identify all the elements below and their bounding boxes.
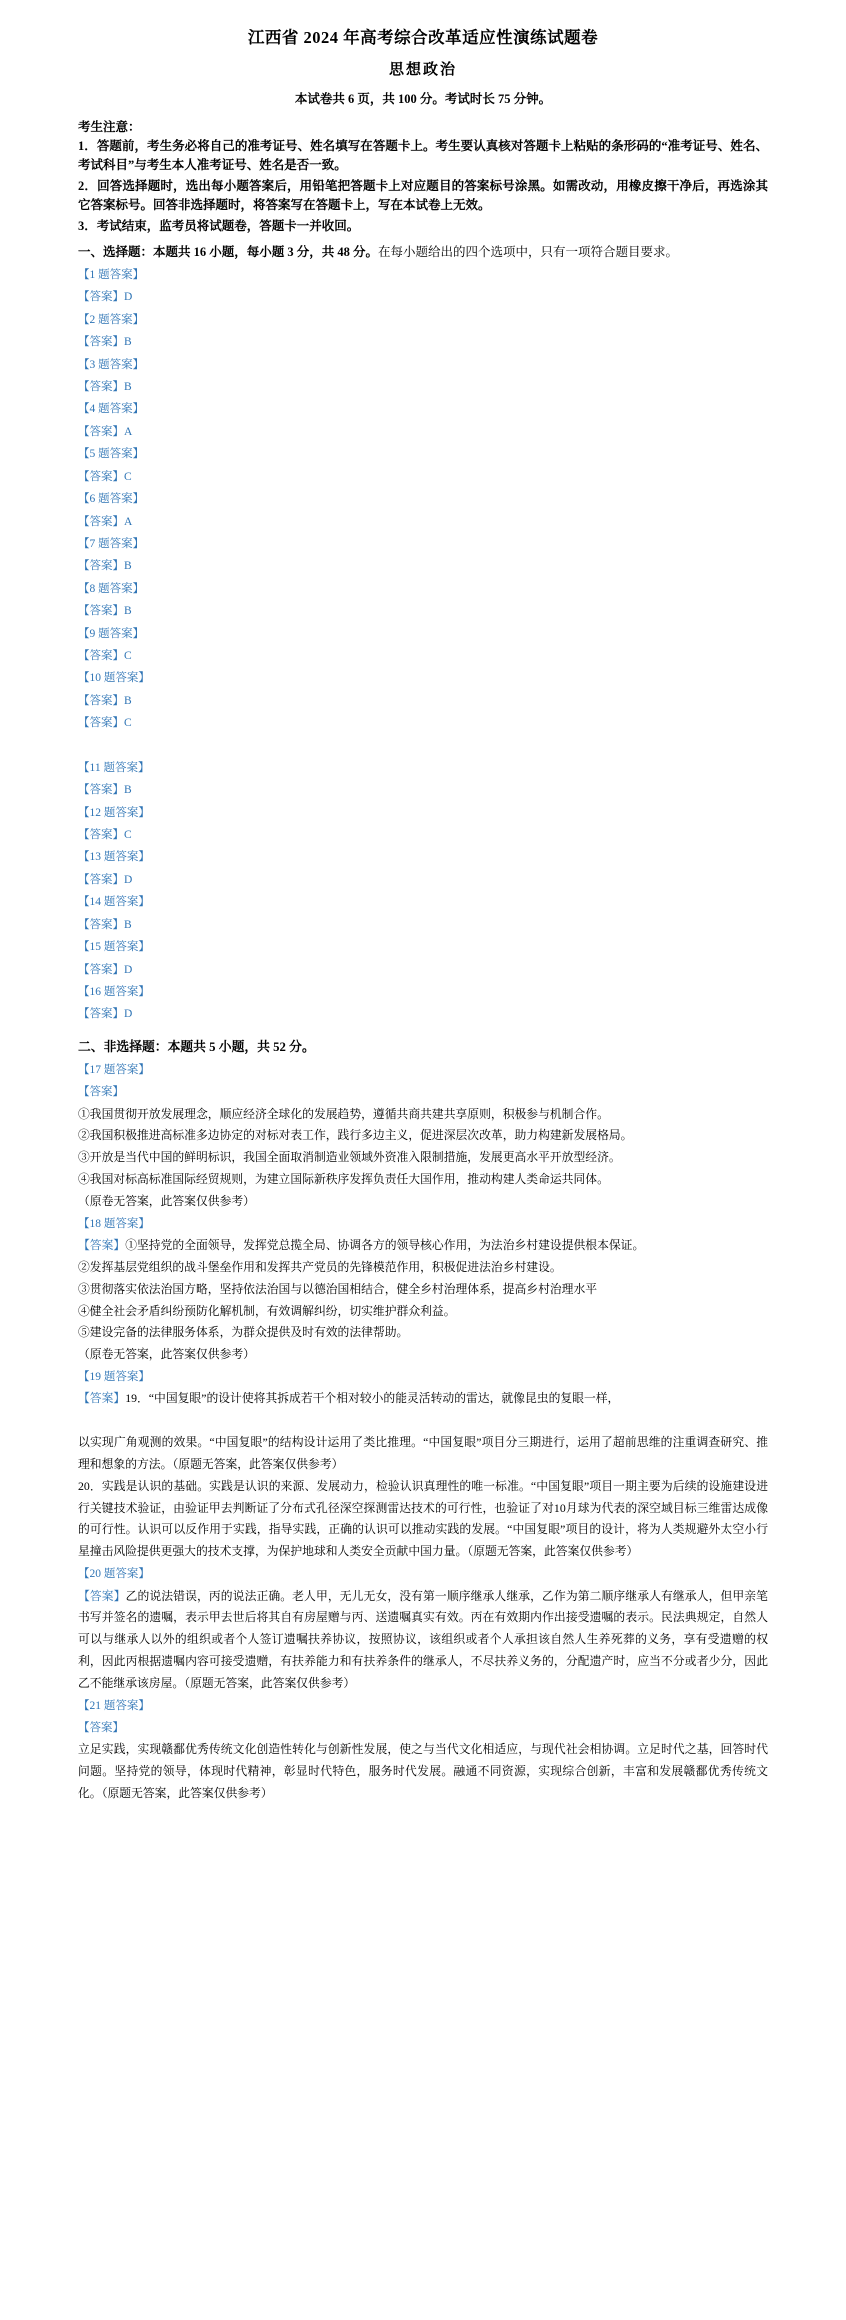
question-label: 【3 题答案】 [78, 358, 145, 371]
notice-heading: 考生注意： [78, 120, 141, 134]
answer-line: 【答案】B [78, 605, 132, 618]
question-17-line: ③开放是当代中国的鲜明标识，我国全面取消制造业领域外资准入限制措施，发展更高水平开放型经济。 [78, 1150, 621, 1165]
question-18-line: ⑤建设完备的法律服务体系，为群众提供及时有效的法律帮助。 [78, 1325, 409, 1340]
question-21-block [78, 1695, 768, 1805]
question-label: 【6 题答案】 [78, 493, 145, 506]
question-18-note: （原卷无答案，此答案仅供参考） [78, 1347, 255, 1362]
notice-item-2: 2．回答选择题时，选出每小题答案后，用铅笔把答题卡上对应题目的答案标号涂黑。如需改动，用橡皮擦干净后，再选涂其它答案标号。回答非选择题时，将答案写在答题卡上，写在本试卷上无效。 [78, 178, 768, 213]
answer-line: 【答案】B [78, 694, 132, 707]
question-20-answer-tag: 【答案】 [78, 1588, 126, 1603]
question-label: 【13 题答案】 [78, 851, 150, 864]
question-18-block [78, 1213, 768, 1366]
notice-item-3: 3．考试结束，监考员将试题卷，答题卡一并收回。 [78, 218, 360, 233]
answer-line: 【答案】C [78, 829, 132, 841]
choice-answer-list-part1 [78, 264, 768, 735]
question-18-answer-tag: 【答案】 [78, 1238, 126, 1253]
question-label: 【7 题答案】 [78, 537, 145, 550]
answer-line: 【答案】D [78, 963, 133, 976]
question-label: 【14 题答案】 [78, 896, 150, 909]
question-20-first-line [78, 1586, 768, 1695]
answer-line: 【答案】B [78, 560, 132, 573]
question-19-para2: 以实现广角观测的效果。“中国复眼”的结构设计运用了类比推理。“中国复眼”项目分三期进行，运用了超前思维的注重调查研究、推理和想象的方法。（原题无答案，此答案仅供参考） [78, 1435, 768, 1472]
exam-info: 本试卷共 6 页，共 100 分。考试时长 75 分钟。 [294, 92, 552, 106]
question-18-line: ①坚持党的全面领导，发挥党总揽全局、协调各方的领导核心作用，为法治乡村建设提供根本保证。 [125, 1238, 645, 1253]
question-19-label: 【19 题答案】 [78, 1371, 150, 1383]
question-17-label: 【17 题答案】 [78, 1063, 150, 1076]
question-17-line: ①我国贯彻开放发展理念，顺应经济全球化的发展趋势，遵循共商共建共享原则，积极参与机制合作。 [78, 1106, 609, 1121]
question-label: 【8 题答案】 [78, 582, 145, 595]
answer-line: 【答案】C [78, 470, 132, 483]
question-17-block [78, 1059, 768, 1213]
answer-line: 【答案】D [78, 291, 133, 304]
answer-line: 【答案】D [78, 1008, 133, 1021]
question-18-label: 【18 题答案】 [78, 1217, 150, 1230]
question-label: 【4 题答案】 [78, 403, 145, 416]
question-17-line: ④我国对标高标准国际经贸规则，为建立国际新秩序发挥负责任大国作用，推动构建人类命运共同体。 [78, 1172, 609, 1187]
answer-line: 【答案】B [78, 380, 132, 393]
question-label: 【10 题答案】 [78, 672, 150, 685]
question-17-answer-tag: 【答案】 [78, 1086, 124, 1099]
question-19-answer-tag: 【答案】 [78, 1391, 126, 1406]
section-one-heading [78, 242, 768, 262]
question-17-line: ②我国积极推进高标准多边协定的对标对表工作，践行多边主义，促进深层次改革，助力构建新发展格局。 [78, 1128, 633, 1143]
question-21-label: 【21 题答案】 [78, 1699, 150, 1712]
answer-line: 【答案】C [78, 650, 132, 663]
section-one-heading-bold: 一、选择题：本题共 16 小题，每小题 3 分，共 48 分。 [78, 244, 379, 259]
answer-line: 【答案】D [78, 873, 133, 886]
question-label: 【11 题答案】 [78, 761, 150, 774]
question-20-block [78, 1563, 768, 1694]
answer-line: 【答案】A [78, 425, 133, 438]
question-label: 【16 题答案】 [78, 985, 150, 998]
answer-line: 【答案】B [78, 336, 132, 349]
question-label: 【2 题答案】 [78, 313, 145, 326]
answer-line: 【答案】C [78, 717, 132, 730]
section-two-heading: 二、非选择题：本题共 5 小题，共 52 分。 [78, 1039, 315, 1054]
question-21-answer-tag: 【答案】 [78, 1722, 124, 1735]
question-18-first-line [78, 1235, 768, 1257]
section-one-heading-rest: 在每小题给出的四个选项中，只有一项符合题目要求。 [378, 244, 679, 259]
question-label: 【9 题答案】 [78, 627, 145, 640]
choice-answer-list-part2 [78, 757, 768, 1026]
question-19-block [78, 1366, 768, 1563]
question-19-first-line [78, 1388, 768, 1410]
question-18-line: ③贯彻落实依法治国方略，坚持依法治国与以德治国相结合，健全乡村治理体系，提高乡村治理水平 [78, 1281, 598, 1296]
question-label: 【12 题答案】 [78, 806, 150, 819]
question-label: 【5 题答案】 [78, 448, 145, 461]
question-17-note: （原卷无答案，此答案仅供参考） [78, 1193, 255, 1208]
answer-line: 【答案】B [78, 784, 132, 797]
question-20-label: 【20 题答案】 [78, 1568, 150, 1581]
question-label: 【15 题答案】 [78, 941, 150, 954]
question-18-line: ②发挥基层党组织的战斗堡垒作用和发挥共产党员的先锋模范作用，积极促进法治乡村建设。 [78, 1259, 562, 1274]
answer-line: 【答案】A [78, 515, 133, 528]
question-19-para1: 19．“中国复眼”的设计使将其拆成若干个相对较小的能灵活转动的雷达，就像昆虫的复眼一样， [125, 1391, 620, 1406]
answer-line: 【答案】B [78, 918, 132, 931]
question-21-line: 立足实践，实现赣鄱优秀传统文化创造性转化与创新性发展，使之与当代文化相适应，与现代社会相协调。立足时代之基，回答时代问题。坚持党的领导，体现时代精神，彰显时代特色，服务时代发展。融通不同资源，实现综合创新，丰富和发展赣鄱优秀传统文化。（原题无答案，此答案仅供参考） [78, 1742, 768, 1801]
page-title: 江西省 2024 年高考综合改革适应性演练试题卷 [247, 28, 599, 47]
notice-item-1: 1．答题前，考生务必将自己的准考证号、姓名填写在答题卡上。考生要认真核对答题卡上粘贴的条形码的“准考证号、姓名、考试科目”与考生本人准考证号、姓名是否一致。 [78, 139, 768, 173]
question-label: 【1 题答案】 [78, 268, 145, 281]
question-19-para3: 20．实践是认识的基础。实践是认识的来源、发展动力，检验认识真理性的唯一标准。“中国复眼”项目一期主要为后续的设施建设进行关键技术验证，由验证甲去判断证了分布式孔径深空探测雷达技术的可行性，也验证了对10月球为代表的深空域目标三维雷达成像的可行性。认识可以反作用于实践，指导实践，正确的认识可以推动实践的发展。“中国复眼”项目的设计，将为人类规避外太空小行星撞击风险提供更强大的技术支撑，为保护地球和人类安全贡献中国力量。（原题无答案，此答案仅供参考） [78, 1478, 768, 1559]
question-20-line: 乙的说法错误，丙的说法正确。老人甲，无儿无女，没有第一顺序继承人继承，乙作为第二顺序继承人有继承人，但甲亲笔书写并签名的遗嘱，表示甲去世后将其自有房屋赠与丙、送遗嘱真实有效。丙在有效期内作出接受遗嘱的表示。民法典规定，自然人可以与继承人以外的组织或者个人签订遗嘱扶养协议，按照协议，该组织或者个人承担该自然人生养死葬的义务，享有受遗赠的权利，因此丙根据遗嘱内容可接受遗赠，有扶养能力和有扶养条件的继承人，不尽扶养义务的，分配遗产时，应当不分或者少分，因此乙不能继承该房屋。（原题无答案，此答案仅供参考） [78, 1588, 768, 1690]
question-18-line: ④健全社会矛盾纠纷预防化解机制，有效调解纠纷，切实维护群众利益。 [78, 1303, 456, 1318]
subject-title: 思想政治 [388, 62, 457, 78]
